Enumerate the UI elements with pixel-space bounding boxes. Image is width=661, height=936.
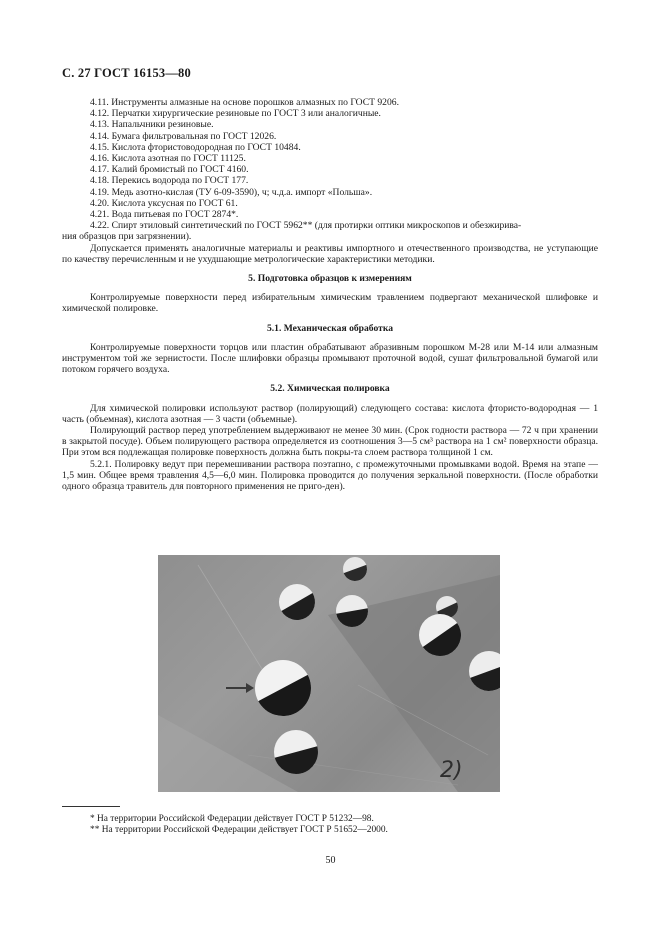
etch-pit xyxy=(255,660,321,726)
list-item-4-22-line2: ния образцов при загрязнении). xyxy=(62,231,192,243)
micrograph-image xyxy=(158,555,500,792)
footnote: ** На территории Российской Федерации действует ГОСТ Р 51652—2000. xyxy=(90,825,388,836)
list-item: 4.15. Кислота фтористоводородная по ГОСТ 10484. xyxy=(90,141,301,153)
footnote: * На территории Российской Федерации действует ГОСТ Р 51232—98. xyxy=(90,814,374,824)
etch-pit xyxy=(343,557,370,584)
list-item: 4.19. Медь азотно-кислая (ТУ 6-09-3590), ч; ч.д.а. импорт «Польша». xyxy=(90,186,373,198)
section-5-2-p2: Полирующий раствор перед употреблением выдерживают не менее 30 мин. (Срок годности раствора — 72 ч при хранении в закрытой посуде). Объем полирующего раствора определяется из соотношения 3—5 см³ раствора на 1 см² поверхности образца. При этом вся подлежащая полировке поверхность должна быть покры-та слоем раствора толщиной 1 см. xyxy=(62,425,598,459)
list-item: 4.12. Перчатки хирургические резиновые по ГОСТ 3 или аналогичные. xyxy=(90,108,381,120)
section-5-2-title: 5.2. Химическая полировка xyxy=(270,383,390,395)
list-item: 4.21. Вода питьевая по ГОСТ 2874*. xyxy=(90,209,239,221)
list-item: 4.14. Бумага фильтровальная по ГОСТ 12026. xyxy=(90,130,277,142)
materials-list xyxy=(62,97,598,492)
footnote-divider xyxy=(62,806,120,807)
section-5-1-title: 5.1. Механическая обработка xyxy=(266,322,394,334)
list-item: 4.17. Калий бромистый по ГОСТ 4160. xyxy=(90,164,249,176)
list-item: 4.16. Кислота азотная по ГОСТ 11125. xyxy=(90,153,246,165)
section-5-title: 5. Подготовка образцов к измерениям xyxy=(248,273,412,285)
etch-pit xyxy=(274,730,323,779)
page-number: 50 xyxy=(325,855,336,866)
list-item: 4.20. Кислота уксусная по ГОСТ 61. xyxy=(90,197,238,209)
etched-surface-photo xyxy=(158,555,500,792)
page-header: С. 27 ГОСТ 16153—80 xyxy=(62,66,191,80)
section-5-2-p1: Для химической полировки используют раствор (полирующий) следующего состава: кислота фтористо-водородная — 1 часть (объемная), кислота азотная — 3 части (объемные). xyxy=(62,402,598,425)
list-item: 4.18. Перекись водорода по ГОСТ 177. xyxy=(90,175,249,187)
list-item: 4.11. Инструменты алмазные на основе порошков алмазных по ГОСТ 9206. xyxy=(90,97,399,108)
list-item: 4.13. Напальчники резиновые. xyxy=(90,119,214,131)
section-5-1-text: Контролируемые поверхности торцов или пластин обрабатывают абразивным порошком М-28 или М-14 или алмазным инструментом той же зернистости. После шлифовки образцы промывают проточной водой, сушат фильтровальной бумагой или потоком горячего воздуха. xyxy=(62,341,598,376)
note-paragraph: Допускается применять аналогичные материалы и реактивы импортного и отечественного производства, не уступающие по качеству перечисленным и не ухудшающие метрологические характеристики методики. xyxy=(62,242,598,265)
arrow-indicator xyxy=(226,683,254,693)
section-5-text: Контролируемые поверхности перед избирательным химическим травлением подвергают механической шлифовке и химической полировке. xyxy=(62,292,598,315)
photo-label: 2) xyxy=(440,758,463,783)
list-item-4-22-line1: 4.22. Спирт этиловый синтетический по ГОСТ 5962** (для протирки оптики микроскопов и обезжирива- xyxy=(90,220,522,232)
section-5-2-1-text: 5.2.1. Полировку ведут при перемешивании раствора поэтапно, с промежуточными промывками водой. Время на этапе — 1,5 мин. Общее время травления 4,5—6,0 мин. Полировка проводится до получения зеркальной поверхности. (После обработки одного образца травитель для повторного применения не приго-ден). xyxy=(62,458,598,493)
etch-pit xyxy=(279,584,322,627)
footnotes xyxy=(62,814,598,837)
